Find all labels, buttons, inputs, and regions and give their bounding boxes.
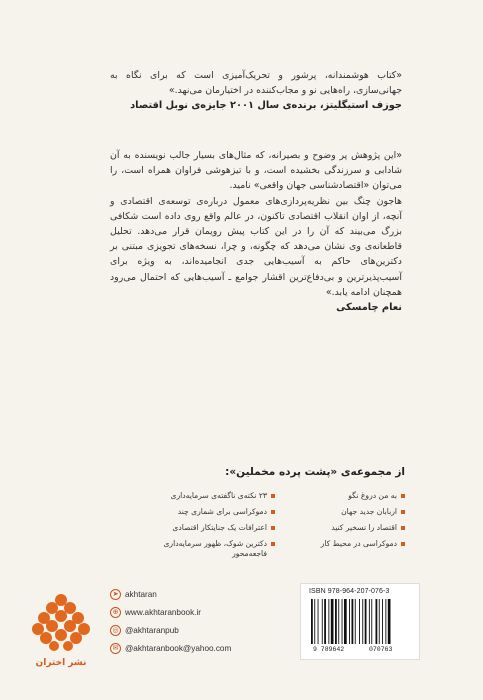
barcode-bar [382,599,383,644]
list-item: اربابان جدید جهان [290,507,405,523]
barcode-bar [352,599,354,644]
barcode-bar [314,599,315,644]
barcode-bar [338,599,339,644]
endorsement-quote-chomsky [110,148,402,315]
barcode-digits-right: 070763 [369,646,393,653]
barcode-bar [371,599,372,644]
barcode [300,583,420,660]
contact-website: ⊕ www.akhtaranbook.ir [110,603,270,621]
publisher-name: نشر اختران [35,658,87,668]
barcode-bar [331,599,334,644]
list-item: اقتصاد را تسخیر کنید [290,523,405,539]
quote-paragraph: «این پژوهش پر وضوح و بصیرانه، که مثال‌های بسیار جالب نویسنده به آن شادابی و سرزندگی بخشیده است، و با تیزهوشی فراوان همراه است، را می‌توان «اقتصادشناسی جهان واقعی» نامید. [110,150,402,192]
quote-author: نعام چامسکی [336,302,402,314]
barcode-bar [342,599,343,644]
list-item: به من دروغ نگو [290,491,405,507]
barcode-bar [349,599,350,644]
barcode-bar [335,599,337,644]
barcode-bar [311,599,313,644]
contact-instagram: ◎ @akhtaranpub [110,621,270,639]
instagram-icon: ◎ [110,625,121,636]
barcode-bar [362,599,363,644]
barcode-bar [328,599,329,644]
series-title: از مجموعه‌ی «پشت پرده مخملین»: [225,466,405,478]
bullet-icon [271,526,275,530]
list-item: ۲۳ نکته‌ی ناگفته‌ی سرمایه‌داری [150,491,275,507]
quote-paragraph: هاجون چنگ بین نظریه‌پردازی‌های معمول درباره‌ی توسعه‌ی اقتصادی و آنچه، از اوان انقلاب اقتصادی تاکنون، در عالم واقع روی داده است شکافی بزرگ می‌بیند که آن را در این کتاب پیش رویمان قرار می‌دهد. تحلیل قاطعانه‌ی وی نشان می‌دهد که چگونه، و چرا، نسخه‌های تجویزی مبتنی بر دکترین‌های حاکم به آسیب‌هایی جدی انجامیده‌اند، به ویژه برای آسیب‌پذیرترین و بی‌دفاع‌ترین اقشار جوامع ـ آسیب‌هایی که احتمال می‌رود همچنان ادامه یابد.» [110,195,402,298]
bullet-icon [401,494,405,498]
telegram-icon: ➤ [110,589,121,600]
barcode-digits-left: 9 789642 [313,646,345,653]
barcode-bar [355,599,356,644]
barcode-bar [318,599,319,644]
publisher-logo-icon [28,588,94,660]
publisher-contacts [110,585,270,657]
list-item: دموکراسی در محیط کار [290,539,405,555]
barcode-bar [322,599,323,644]
barcode-bar [379,599,380,644]
list-item: دموکراسی برای شماری چند [150,507,275,523]
series-list-right [290,491,405,555]
barcode-bar [388,599,391,644]
endorsement-quote-stiglitz [110,68,402,114]
barcode-bar [376,599,378,644]
bullet-icon [271,510,275,514]
barcode-bar [385,599,386,644]
barcode-bar [344,599,347,644]
list-item: دکترین شوک، ظهور سرمایه‌داری فاجعه‌محور [150,539,275,555]
barcode-bar [365,599,367,644]
bullet-icon [401,510,405,514]
barcode-bars-icon [311,599,411,644]
quote-author: جوزف استیگلیتز، برنده‌ی سال ۲۰۰۱ جایزه‌ی نوبل اقتصاد [130,100,402,112]
isbn-text: ISBN 978-964-207-076-3 [309,588,390,595]
barcode-bar [359,599,360,644]
barcode-bar [369,599,370,644]
list-item: اعترافات یک جنایتکار اقتصادی [150,523,275,539]
quote-text: «کتاب هوشمندانه، پرشور و تحریک‌آمیزی است که برای نگاه به جهانی‌سازی، راه‌هایی نو و مجاب‌کننده در اختیارمان می‌نهد.» [110,70,402,97]
bullet-icon [271,494,275,498]
bullet-icon [271,542,275,546]
contact-telegram: ➤ akhtaran [110,585,270,603]
email-icon: ✉ [110,643,121,654]
globe-icon: ⊕ [110,607,121,618]
contact-email: ✉ @akhtaranbook@yahoo.com [110,639,270,657]
series-list-left [150,491,275,558]
bullet-icon [401,526,405,530]
barcode-bar [324,599,326,644]
bullet-icon [401,542,405,546]
